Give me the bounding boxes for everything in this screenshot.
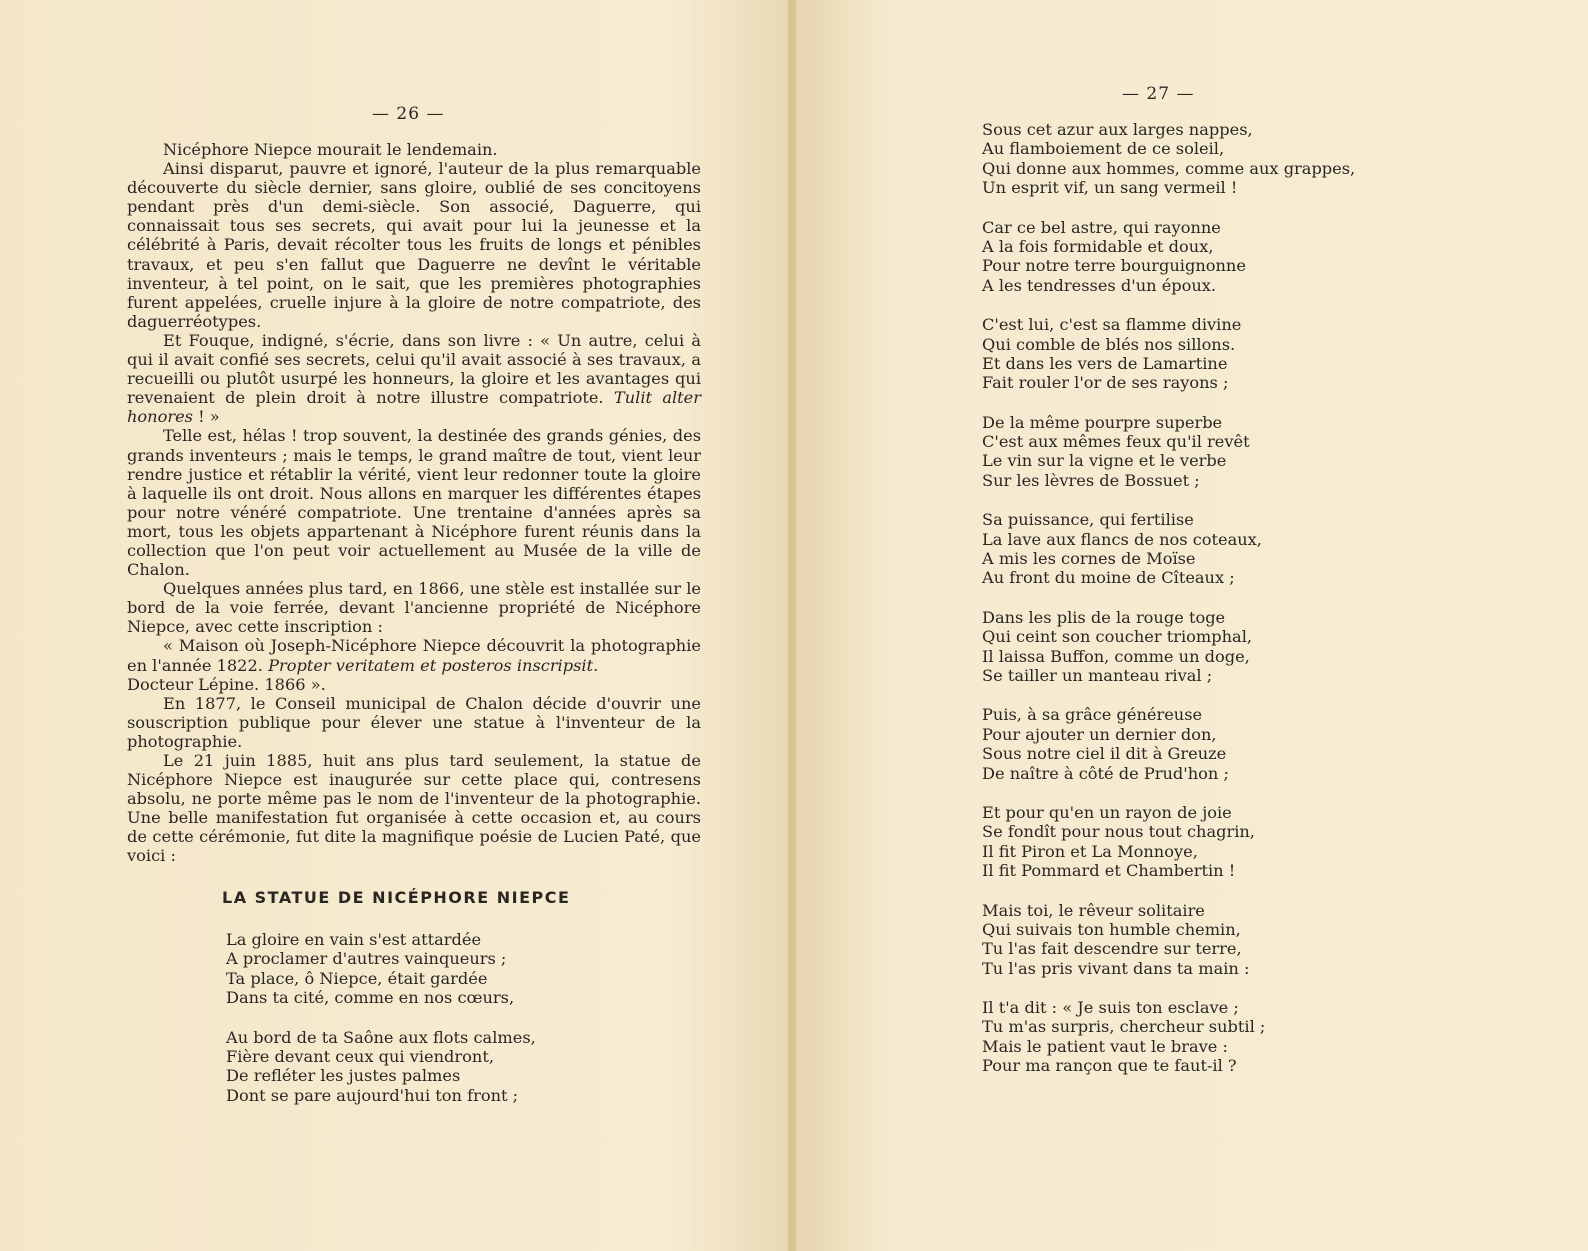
stanza <box>982 413 1355 491</box>
verse-line: Tu m'as surpris, chercheur subtil ; <box>982 1017 1266 1037</box>
verse-line: La gloire en vain s'est attardée <box>226 930 482 949</box>
stanza <box>982 705 1355 783</box>
verse-line: Se tailler un manteau rival ; <box>982 665 1213 685</box>
verse-line: De refléter les justes palmes <box>226 1066 461 1086</box>
paragraph: Telle est, hélas ! trop souvent, la destinée des grands génies, des grands inventeurs ; mais le temps, le grand maître de tout, vient leur rendre justice et rétablir la vérité, vient leur redonner toute la gloire à laquelle ils ont droit. Nous allons en marquer les différentes étapes pour notre vénéré compatriote. Une trentaine d'années après sa mort, tous les objets appartenant à Nicéphore furent réunis dans la collection que l'on peut voir actuellement au Musée de la ville de Chalon. <box>127 426 701 580</box>
paragraph: Nicéphore Niepce mourait le lendemain. <box>163 140 498 159</box>
paragraph: Quelques années plus tard, en 1866, une stèle est installée sur le bord de la voie ferrée, devant l'ancienne propriété de Nicéphore Niepce, avec cette inscription : <box>127 579 701 637</box>
verse-line: Mais le patient vaut le brave : <box>982 1036 1228 1056</box>
paragraph: Le 21 juin 1885, huit ans plus tard seulement, la statue de Nicéphore Niepce est inaugurée sur cette place qui, contresens absolu, ne porte même pas le nom de l'inventeur de la photographie. Une belle manifestation fut organisée à cette occasion et, au cours de cette cérémonie, fut dite la magnifique poésie de Lucien Paté, que voici : <box>127 751 701 866</box>
stanza <box>982 998 1355 1076</box>
verse-line: Et dans les vers de Lamartine <box>982 353 1228 373</box>
verse-line: Ta place, ô Niepce, était gardée <box>226 968 488 988</box>
verse-line: Il fit Pommard et Chambertin ! <box>982 861 1236 881</box>
poem-title: LA STATUE DE NICÉPHORE NIEPCE <box>222 888 571 907</box>
stanza <box>982 803 1355 881</box>
latin-inscription: Propter veritatem et posteros inscripsit. <box>268 655 599 675</box>
verse-line: Dont se pare aujourd'hui ton front ; <box>226 1085 519 1105</box>
verse-line: A la fois formidable et doux, <box>982 236 1214 256</box>
verse-line: Il fit Piron et La Monnoye, <box>982 841 1198 861</box>
verse-line: C'est aux mêmes feux qu'il revêt <box>982 432 1250 452</box>
right-page <box>796 0 1588 1251</box>
paragraph: En 1877, le Conseil municipal de Chalon décide d'ouvrir une souscription publique pour élever une statue à l'inventeur de la photographie. <box>127 693 701 751</box>
verse-line: Qui donne aux hommes, comme aux grappes, <box>982 158 1356 178</box>
stanza <box>982 120 1355 198</box>
stanza <box>982 608 1355 686</box>
paragraph: Ainsi disparut, pauvre et ignoré, l'auteur de la plus remarquable découverte du siècle dernier, sans gloire, oublié de ses concitoyens pendant près d'un demi-siècle. Son associé, Daguerre, qui connaissait tous ses secrets, qui avait pour lui la jeunesse et la célébrité à Paris, devait récolter tous les fruits de longs et pénibles travaux, et peu s'en fallut que Daguerre ne devînt le véritable inventeur, à tel point, on le sait, que les premières photographies furent appelées, cruelle injure à la gloire de notre compatriote, des daguerréotypes. <box>127 159 701 331</box>
verse-line: Au flamboiement de ce soleil, <box>982 139 1225 159</box>
stanza <box>982 510 1355 588</box>
stanza <box>226 930 536 1008</box>
verse-line: A mis les cornes de Moïse <box>982 549 1196 569</box>
verse-line: Fière devant ceux qui viendront, <box>226 1046 494 1066</box>
poem-left <box>226 930 536 1125</box>
verse-line: A les tendresses d'un époux. <box>982 275 1217 295</box>
page-number: — 27 — <box>1122 84 1195 104</box>
verse-line: Se fondît pour nous tout chagrin, <box>982 822 1255 842</box>
latin-quote: Tulit alter honores <box>127 388 701 427</box>
paragraph <box>127 331 701 426</box>
verse-line: Pour notre terre bourguignonne <box>982 256 1246 276</box>
poem-right <box>982 120 1355 1096</box>
verse-line: Sous cet azur aux larges nappes, <box>982 120 1253 139</box>
verse-line: Au front du moine de Cîteaux ; <box>982 568 1235 588</box>
verse-line: Pour ajouter un dernier don, <box>982 724 1217 744</box>
verse-line: A proclamer d'autres vainqueurs ; <box>226 949 507 969</box>
quote-end: ! » <box>192 407 220 427</box>
verse-line: Tu l'as pris vivant dans ta main : <box>982 958 1250 978</box>
page-number: — 26 — <box>372 104 445 124</box>
verse-line: Car ce bel astre, qui rayonne <box>982 217 1221 237</box>
left-page <box>0 0 792 1251</box>
verse-line: De naître à côté de Prud'hon ; <box>982 763 1229 783</box>
verse-line: Un esprit vif, un sang vermeil ! <box>982 178 1238 198</box>
verse-line: Et pour qu'en un rayon de joie <box>982 802 1232 822</box>
verse-line: Dans les plis de la rouge toge <box>982 607 1226 627</box>
verse-line: Au bord de ta Saône aux flots calmes, <box>226 1027 536 1047</box>
verse-line: Qui ceint son coucher triomphal, <box>982 627 1253 647</box>
verse-line: Sous notre ciel il dit à Greuze <box>982 744 1227 764</box>
verse-line: Puis, à sa grâce généreuse <box>982 705 1203 725</box>
verse-line: Sur les lèvres de Bossuet ; <box>982 470 1200 490</box>
inscription-text: « Maison où Joseph-Nicéphore Niepce découvrit la photographie en l'année 1822. <box>127 636 701 675</box>
verse-line: C'est lui, c'est sa flamme divine <box>982 315 1242 335</box>
stanza <box>982 901 1355 979</box>
verse-line: De la même pourpre superbe <box>982 412 1223 432</box>
prose-text <box>127 140 701 866</box>
verse-line: Dans ta cité, comme en nos cœurs, <box>226 988 515 1008</box>
verse-line: Il t'a dit : « Je suis ton esclave ; <box>982 998 1239 1018</box>
verse-line: Qui suivais ton humble chemin, <box>982 919 1241 939</box>
verse-line: Fait rouler l'or de ses rayons ; <box>982 373 1229 393</box>
verse-line: Pour ma rançon que te faut-il ? <box>982 1056 1237 1076</box>
verse-line: Mais toi, le rêveur solitaire <box>982 900 1205 920</box>
paragraph-text: Et Fouque, indigné, s'écrie, dans son livre : « Un autre, celui à qui il avait confié ses secrets, celui qu'il avait associé à ses travaux, a recueilli ou plutôt usurpé les honneurs, la gloire et les avantages qui revenaient de plein droit à notre illustre compatriote. <box>127 330 701 408</box>
verse-line: Tu l'as fait descendre sur terre, <box>982 939 1242 959</box>
stanza <box>226 1028 536 1106</box>
inscription-signature: Docteur Lépine. 1866 ». <box>127 674 326 694</box>
verse-line: Qui comble de blés nos sillons. <box>982 334 1236 354</box>
verse-line: Le vin sur la vigne et le verbe <box>982 451 1227 471</box>
stanza <box>982 315 1355 393</box>
verse-line: Sa puissance, qui fertilise <box>982 510 1194 530</box>
stanza <box>982 218 1355 296</box>
verse-line: La lave aux flancs de nos coteaux, <box>982 529 1262 549</box>
inscription <box>127 636 701 674</box>
verse-line: Il laissa Buffon, comme un doge, <box>982 646 1250 666</box>
